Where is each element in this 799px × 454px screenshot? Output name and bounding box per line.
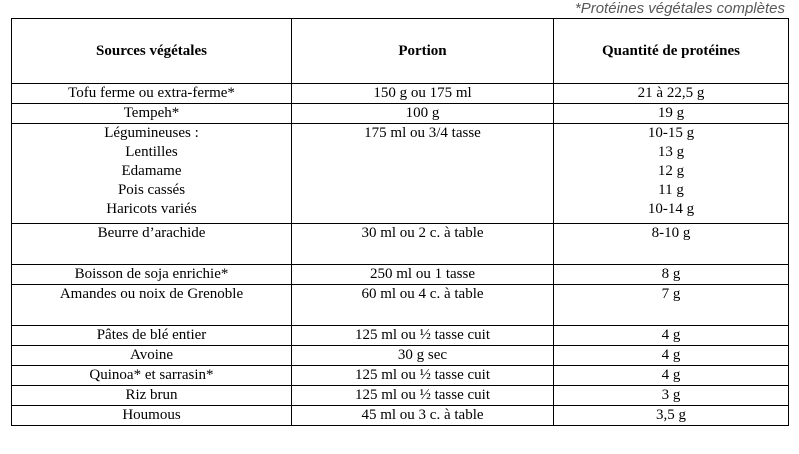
cell-text: 4 g: [661, 327, 681, 343]
cell-text: Beurre d’arachide: [97, 225, 206, 241]
cell-text: 8-10 g: [651, 225, 691, 241]
cell-portion: [292, 84, 554, 104]
cell-portion: [292, 224, 554, 265]
cell-text: 8 g: [661, 266, 681, 282]
cell-text: 7 g: [661, 286, 681, 302]
cell-portion: [292, 346, 554, 366]
cell-text: 4 g: [661, 347, 681, 363]
cell-text: Avoine: [129, 347, 174, 363]
cell-text: 60 ml ou 4 c. à table: [361, 286, 484, 302]
cell-text: 19 g: [657, 105, 685, 121]
cell-portion: [292, 326, 554, 346]
table-row: [12, 326, 789, 346]
cell-source: [12, 224, 292, 265]
table-row: [12, 265, 789, 285]
cell-source: [12, 265, 292, 285]
cell-source: [12, 104, 292, 124]
cell-text: Pâtes de blé entier: [96, 327, 207, 343]
cell-text: 3 g: [661, 387, 681, 403]
cell-portion: [292, 124, 554, 224]
cell-source: [12, 285, 292, 326]
cell-text: 21 à 22,5 g: [637, 85, 705, 101]
cell-quantity: [554, 224, 789, 265]
cell-text: Tofu ferme ou extra-ferme*: [68, 85, 235, 101]
cell-quantity: [554, 265, 789, 285]
cell-text: 11 g: [658, 182, 684, 198]
cell-text: 12 g: [657, 163, 685, 179]
cell-text: 10-14 g: [647, 201, 695, 217]
cell-text: 150 g ou 175 ml: [373, 85, 472, 101]
header-quantity: Quantité de protéines: [554, 19, 789, 84]
table-row: [12, 366, 789, 386]
cell-text: Lentilles: [125, 144, 178, 160]
cell-source: [12, 346, 292, 366]
cell-text: 13 g: [657, 144, 685, 160]
cell-text: 10-15 g: [647, 125, 695, 141]
cell-text: 125 ml ou ½ tasse cuit: [355, 367, 490, 383]
cell-source: [12, 124, 292, 224]
table-header-row: [12, 19, 789, 84]
cell-portion: [292, 366, 554, 386]
cell-text: Quinoa* et sarrasin*: [89, 367, 214, 383]
cell-text: Amandes ou noix de Grenoble: [59, 286, 244, 302]
cell-text: Boisson de soja enrichie*: [74, 266, 229, 282]
cell-quantity: [554, 124, 789, 224]
cell-portion: [292, 104, 554, 124]
cell-portion: [292, 406, 554, 426]
cell-text: 3,5 g: [656, 407, 686, 423]
cell-source: [12, 326, 292, 346]
cell-text: 125 ml ou ½ tasse cuit: [355, 387, 490, 403]
cell-text: Haricots variés: [106, 201, 197, 217]
table-row: [12, 386, 789, 406]
cell-text: Houmous: [122, 407, 181, 423]
cell-text: 30 ml ou 2 c. à table: [361, 225, 484, 241]
cell-text: 250 ml ou 1 tasse: [370, 266, 475, 282]
cell-text: Riz brun: [125, 387, 178, 403]
protein-sources-table: [11, 18, 789, 426]
cell-text: 4 g: [661, 367, 681, 383]
table-row: [12, 124, 789, 224]
cell-quantity: [554, 346, 789, 366]
table-row: [12, 224, 789, 265]
cell-text: 100 g: [405, 105, 440, 121]
cell-text: 175 ml ou 3/4 tasse: [364, 125, 481, 141]
cell-quantity: [554, 406, 789, 426]
table-row: [12, 84, 789, 104]
cell-source: [12, 406, 292, 426]
cell-source: [12, 386, 292, 406]
table-row: [12, 346, 789, 366]
cell-quantity: [554, 285, 789, 326]
cell-source: [12, 84, 292, 104]
cell-portion: [292, 285, 554, 326]
cell-portion: [292, 386, 554, 406]
cell-text: Edamame: [121, 163, 182, 179]
cell-text: 125 ml ou ½ tasse cuit: [355, 327, 490, 343]
cell-quantity: [554, 366, 789, 386]
cell-quantity: [554, 104, 789, 124]
cell-text: Tempeh*: [123, 105, 180, 121]
cell-quantity: [554, 326, 789, 346]
footnote-complete-proteins: *Protéines végétales complètes: [574, 0, 785, 17]
cell-text: Pois cassés: [117, 182, 186, 198]
cell-quantity: [554, 386, 789, 406]
cell-text: 30 g sec: [397, 347, 448, 363]
table-row: [12, 285, 789, 326]
header-source: Sources végétales: [12, 19, 292, 84]
cell-portion: [292, 265, 554, 285]
table-row: [12, 104, 789, 124]
cell-text: 45 ml ou 3 c. à table: [361, 407, 484, 423]
cell-text: Légumineuses :: [104, 125, 199, 141]
table-row: [12, 406, 789, 426]
cell-source: [12, 366, 292, 386]
header-portion: Portion: [292, 19, 554, 84]
cell-quantity: [554, 84, 789, 104]
